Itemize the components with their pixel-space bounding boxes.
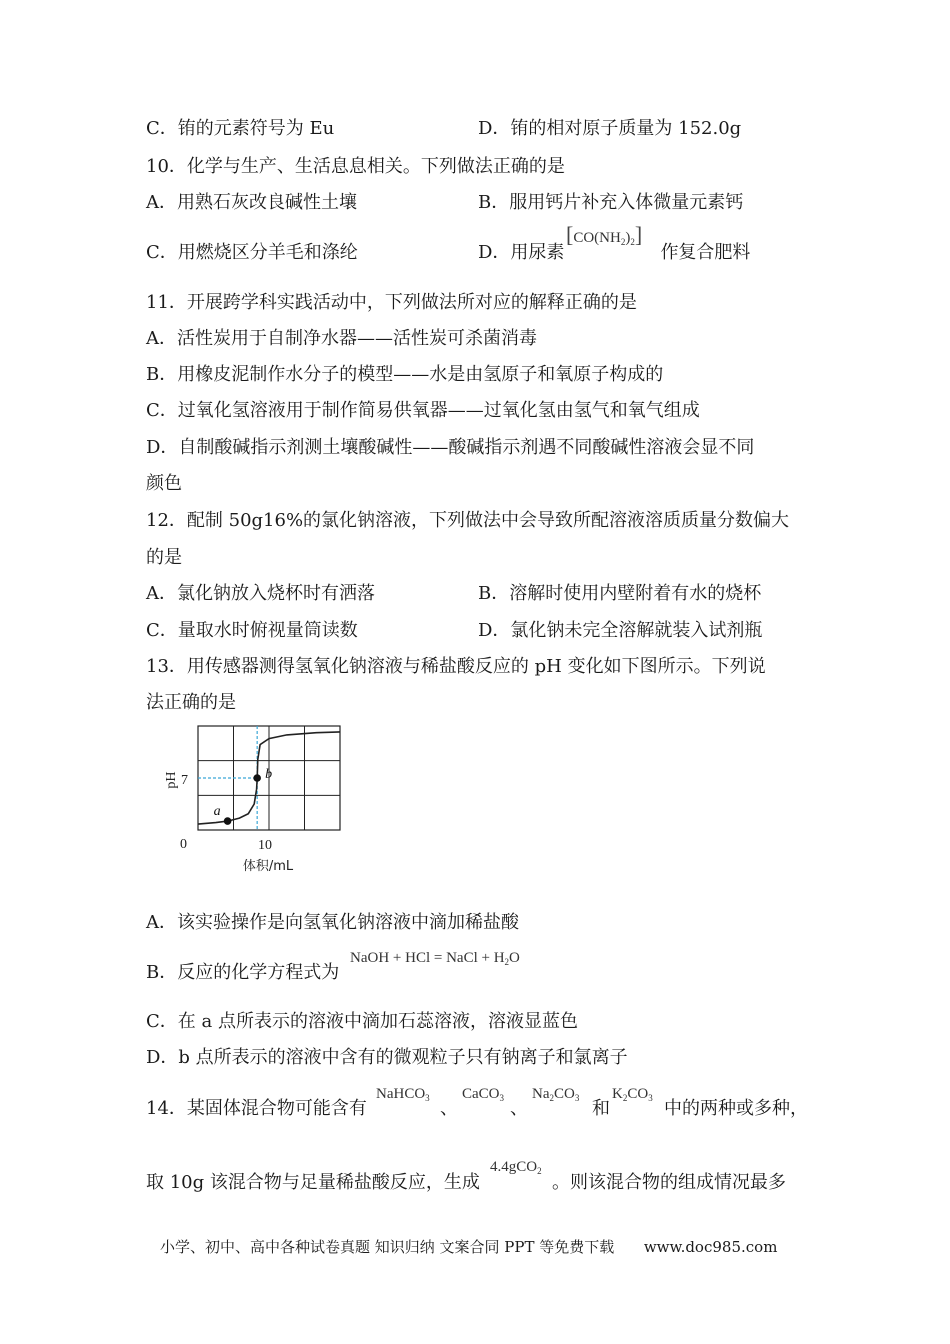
- q10-option-c: C．用燃烧区分羊毛和涤纶: [146, 242, 358, 263]
- q12-option-d: D．氯化钠未完全溶解就装入试剂瓶: [478, 620, 763, 641]
- q12-stem: 12．配制 50g16%的氯化钠溶液，下列做法中会导致所配溶液溶质质量分数偏大: [146, 510, 790, 531]
- x-tick-label: 10: [258, 838, 272, 853]
- equation-formula: NaOH + HCl = NaCl + $H_2O$: [350, 950, 520, 967]
- q12-option-b: B．溶解时使用内壁附着有水的烧杯: [478, 583, 762, 604]
- q14-sep3: 和: [592, 1098, 610, 1119]
- q12-stem-cont: 的是: [146, 547, 182, 568]
- x-axis-label: 体积/mL: [242, 859, 294, 874]
- q10-option-d-suffix: 作复合肥料: [660, 242, 751, 263]
- y-tick-label: 7: [181, 773, 188, 788]
- q13-stem: 13．用传感器测得氢氧化钠溶液与稀盐酸反应的 pH 变化如下图所示。下列说: [146, 656, 766, 677]
- q10-option-b: B．服用钙片补充入体微量元素钙: [478, 192, 744, 213]
- q13-stem-cont: 法正确的是: [146, 692, 236, 713]
- footer-url[interactable]: www.doc985.com: [643, 1238, 778, 1256]
- point-b: [253, 774, 261, 782]
- q12-option-a: A．氯化钠放入烧杯时有洒落: [146, 583, 375, 604]
- q10-option-d-prefix: D．用尿素: [478, 242, 565, 263]
- q14-stem-line1: 14．某固体混合物可能含有: [146, 1098, 367, 1119]
- q14-stem-mid: 中的两种或多种，: [664, 1098, 808, 1119]
- q13-option-a: A．该实验操作是向氢氧化钠溶液中滴加稀盐酸: [146, 912, 519, 933]
- point-label-a: a: [213, 804, 221, 820]
- q13-option-c: C．在 a 点所表示的溶液中滴加石蕊溶液，溶液显蓝色: [146, 1011, 578, 1032]
- q10-option-a: A．用熟石灰改良碱性土壤: [146, 192, 357, 213]
- q14-stem-end: 。则该混合物的组成情况最多: [552, 1172, 786, 1193]
- point-a: [224, 817, 232, 825]
- ph-chart: [160, 716, 360, 886]
- q10-stem: 10．化学与生产、生活息息相关。下列做法正确的是: [146, 156, 565, 177]
- urea-formula-text: $CO(NH_2)_2$: [573, 230, 635, 247]
- formula-co2: 4.4gCO$_2$: [490, 1159, 542, 1176]
- formula-caco3: CaCO$_3$: [462, 1086, 504, 1103]
- formula-k2co3: $K_2CO_3$: [612, 1086, 653, 1103]
- footer: [160, 1236, 777, 1257]
- point-label-b: b: [265, 767, 273, 782]
- q11-option-c: C．过氧化氢溶液用于制作简易供氧器——过氧化氢由氢气和氧气组成: [146, 400, 700, 421]
- y-axis-label: pH: [164, 771, 179, 789]
- q14-stem-line2: 取 10g 该混合物与足量稀盐酸反应，生成: [146, 1172, 480, 1193]
- q14-sep1: 、: [440, 1098, 458, 1119]
- q12-option-c: C．量取水时俯视量筒读数: [146, 620, 358, 641]
- q9-option-c: C．铕的元素符号为 Eu: [146, 118, 335, 139]
- q13-option-d: D．b 点所表示的溶液中含有的微观粒子只有钠离子和氯离子: [146, 1047, 628, 1068]
- origin-label: 0: [180, 837, 187, 852]
- q13-option-b: B．反应的化学方程式为: [146, 962, 340, 983]
- formula-nahco3: NaHCO$_3$: [376, 1086, 430, 1103]
- q9-option-d: D．铕的相对原子质量为 152.0g: [478, 118, 742, 139]
- q11-option-d-cont: 颜色: [146, 473, 182, 494]
- q11-option-d: D．自制酸碱指示剂测土壤酸碱性——酸碱指示剂遇不同酸碱性溶液会显不同: [146, 437, 755, 458]
- q11-option-b: B．用橡皮泥制作水分子的模型——水是由氢原子和氧原子构成的: [146, 364, 664, 385]
- q11-stem: 11．开展跨学科实践活动中，下列做法所对应的解释正确的是: [146, 292, 637, 313]
- formula-na2co3: $Na_2CO_3$: [532, 1086, 580, 1103]
- q14-sep2: 、: [510, 1098, 528, 1119]
- urea-formula: $[CO(NH_2)_2]$: [566, 222, 643, 247]
- footer-text: 小学、初中、高中各种试卷真题 知识归纳 文案合同 PPT 等免费下载: [160, 1238, 615, 1256]
- q11-option-a: A．活性炭用于自制净水器——活性炭可杀菌消毒: [146, 328, 537, 349]
